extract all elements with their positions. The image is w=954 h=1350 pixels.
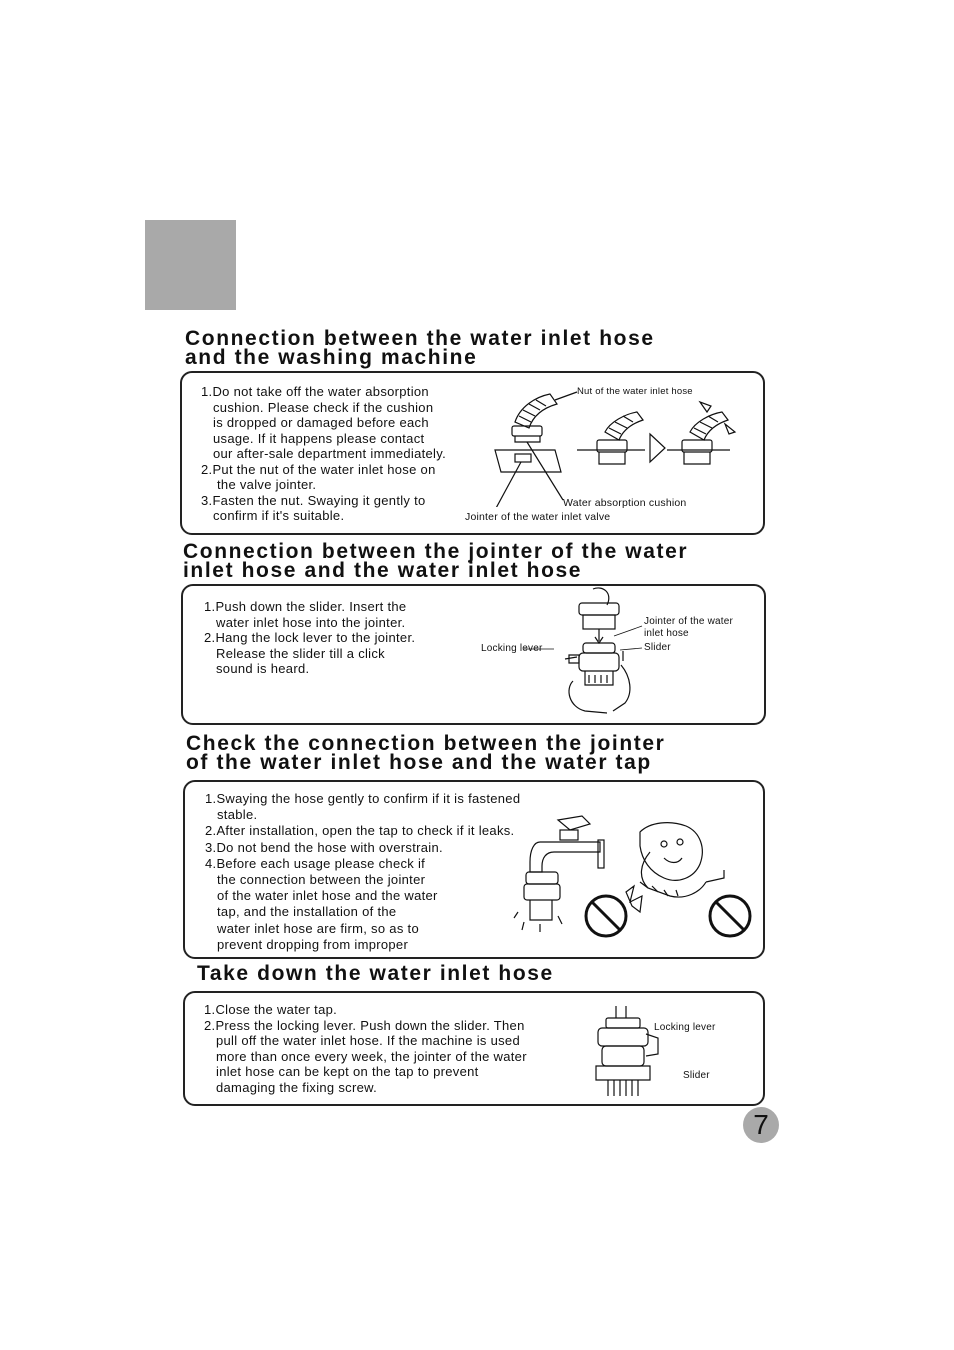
step-line: the connection between the jointer xyxy=(217,872,426,888)
label-valve: Jointer of the water inlet valve xyxy=(465,511,611,523)
label-jointer-line2: inlet hose xyxy=(644,628,689,639)
label-cushion: Water absorption cushion xyxy=(563,497,687,509)
step-line: 3.Fasten the nut. Swaying it gently to xyxy=(201,492,426,508)
section3-heading xyxy=(186,734,665,772)
section1-title-line2: and the washing machine xyxy=(185,346,478,369)
step-line: our after-sale department immediately. xyxy=(213,446,446,461)
section4-steps xyxy=(204,1002,527,1095)
step-line: 1.Close the water tap. xyxy=(204,1002,338,1017)
step-line: is dropped or damaged before each xyxy=(213,415,429,430)
label-locking-lever-2: Locking lever xyxy=(654,1022,716,1033)
step-line: 2.After installation, open the tap to check if it leaks. xyxy=(205,823,515,839)
page-number: 7 xyxy=(753,1109,769,1140)
section3-steps xyxy=(205,791,520,953)
step-line: 3.Do not bend the hose with overstrain. xyxy=(205,839,443,855)
section3-title-line1: Check the connection between the jointer xyxy=(186,732,666,755)
label-nut: Nut of the water inlet hose xyxy=(577,386,693,397)
step-line: water inlet hose into the jointer. xyxy=(216,614,406,630)
step-line: 1.Swaying the hose gently to confirm if it is fastened xyxy=(205,791,521,806)
section2-title-line1: Connection between the jointer of the water xyxy=(183,540,689,563)
step-line: water inlet hose are firm, so as to xyxy=(217,920,419,936)
step-line: usage. If it happens please contact xyxy=(213,430,425,446)
step-line: 2.Put the nut of the water inlet hose on xyxy=(201,461,436,477)
section1-title-line1: Connection between the water inlet hose xyxy=(185,327,655,350)
section4-heading xyxy=(197,964,554,983)
step-line: stable. xyxy=(217,807,258,823)
section1-heading xyxy=(185,329,655,367)
section3-title-line2: of the water inlet hose and the water tap xyxy=(186,751,652,774)
step-line: 2.Hang the lock lever to the jointer. xyxy=(204,630,416,645)
step-line: more than once every week, the jointer of the water xyxy=(216,1048,527,1064)
section2-heading xyxy=(183,542,688,580)
step-line: sound is heard. xyxy=(216,661,310,676)
step-line: of the water inlet hose and the water xyxy=(217,888,438,904)
section2-leader-lines xyxy=(524,624,648,654)
label-slider-2: Slider xyxy=(683,1070,710,1081)
step-line: tap, and the installation of the xyxy=(217,904,397,920)
hose-to-valve-illustration xyxy=(485,382,755,507)
step-line: 2.Press the locking lever. Push down the slider. Then xyxy=(204,1017,525,1033)
page-number-badge xyxy=(743,1107,779,1143)
label-jointer-line1: Jointer of the water xyxy=(644,616,734,627)
section-marker-block xyxy=(145,220,236,310)
step-line: Release the slider till a click xyxy=(216,645,385,661)
jointer-remove-illustration xyxy=(588,1004,668,1100)
step-line: 1.Do not take off the water absorption xyxy=(201,384,429,399)
label-slider: Slider xyxy=(644,642,671,653)
step-line: the valve jointer. xyxy=(217,477,317,492)
section2-title-line2: inlet hose and the water inlet hose xyxy=(183,559,583,582)
step-line: damaging the fixing screw. xyxy=(216,1079,377,1095)
step-line: confirm if it's suitable. xyxy=(213,508,345,523)
step-line: prevent dropping from improper xyxy=(217,936,409,952)
section1-steps xyxy=(201,384,446,524)
tap-check-illustration xyxy=(510,812,755,942)
section2-steps xyxy=(204,599,415,677)
section4-title: Take down the water inlet hose xyxy=(197,962,554,985)
label-locking-lever: Locking lever xyxy=(481,643,543,654)
step-line: pull off the water inlet hose. If the machine is used xyxy=(216,1033,520,1048)
step-line: 4.Before each usage please check if xyxy=(205,855,426,871)
step-line: inlet hose can be kept on the tap to prevent xyxy=(216,1064,479,1079)
step-line: 1.Push down the slider. Insert the xyxy=(204,599,407,614)
step-line: cushion. Please check if the cushion xyxy=(213,399,434,415)
